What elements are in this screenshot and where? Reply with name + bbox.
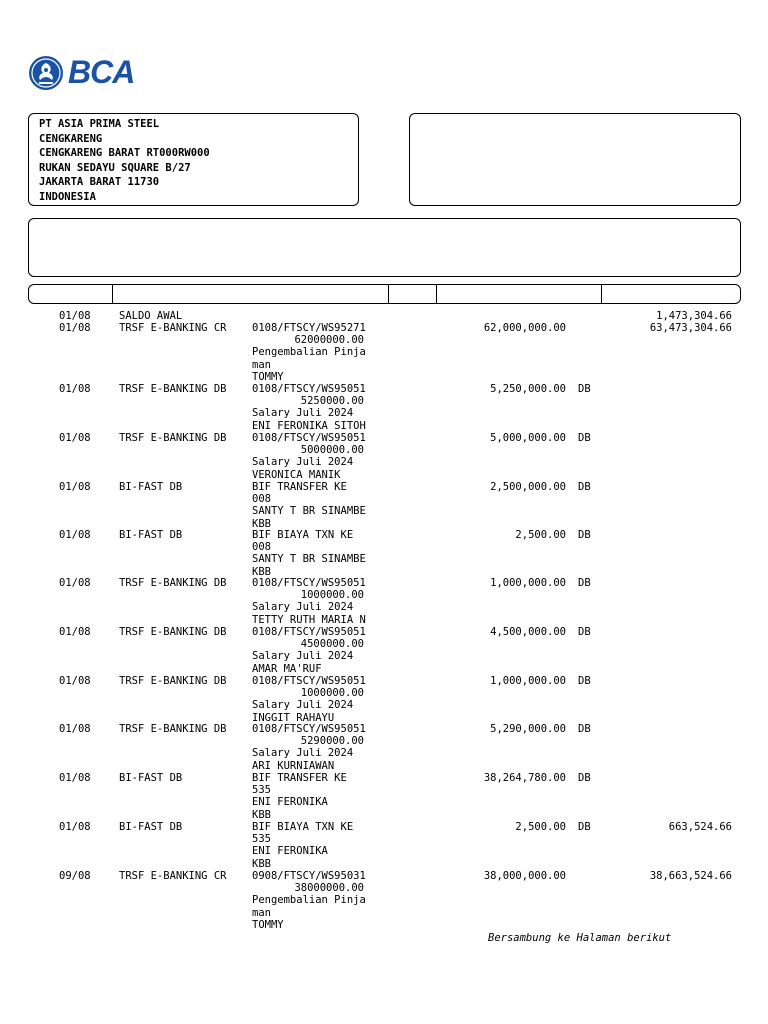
tx-mutation: 38,000,000.00 — [483, 870, 566, 882]
tx-date: 01/08 — [59, 322, 91, 334]
tx-details — [252, 675, 367, 724]
tx-date: 01/08 — [59, 529, 91, 541]
tx-detail-line: 0108/FTSCY/WS95051 — [252, 432, 366, 444]
tx-details — [252, 626, 367, 675]
tx-description: TRSF E-BANKING DB — [119, 383, 227, 395]
tx-detail-amount: 5250000.00 — [300, 395, 364, 408]
tx-mutation: 5,250,000.00 — [490, 383, 566, 395]
tx-balance: 38,663,524.66 — [649, 870, 732, 882]
tx-description: TRSF E-BANKING DB — [119, 577, 227, 589]
tx-detail-line: 0108/FTSCY/WS95051 — [252, 626, 366, 638]
tx-detail-line: VERONICA MANIK — [252, 468, 341, 481]
header-divider — [388, 285, 389, 303]
tx-detail-line: 535 — [252, 833, 271, 846]
tx-balance: 1,473,304.66 — [656, 310, 732, 322]
tx-description: TRSF E-BANKING DB — [119, 723, 227, 735]
tx-description: TRSF E-BANKING DB — [119, 432, 227, 444]
tx-balance: 63,473,304.66 — [649, 322, 732, 334]
tx-detail-line: Salary Juli 2024 — [252, 456, 354, 469]
tx-detail-line: Salary Juli 2024 — [252, 407, 354, 420]
tx-details — [252, 772, 367, 821]
tx-detail-line: ENI FERONIKA — [252, 845, 328, 858]
tx-detail-line: 535 — [252, 784, 271, 797]
tx-detail-amount: 1000000.00 — [300, 589, 364, 602]
tx-detail-line: man — [252, 906, 271, 919]
tx-date: 09/08 — [59, 870, 91, 882]
tx-detail-amount: 4500000.00 — [300, 638, 364, 651]
tx-detail-line: ENI FERONIKA — [252, 796, 328, 809]
tx-detail-line: 008 — [252, 541, 271, 554]
tx-detail-line: ENI FERONIKA SITOH — [252, 419, 366, 432]
tx-mutation: 62,000,000.00 — [483, 322, 566, 334]
tx-detail-amount: 1000000.00 — [300, 687, 364, 700]
tx-detail-line: SANTY T BR SINAMBE — [252, 553, 366, 566]
customer-address-box — [28, 113, 359, 206]
tx-detail-line: BIF BIAYA TXN KE — [252, 529, 354, 541]
tx-detail-line: INGGIT RAHAYU — [252, 711, 335, 724]
address-line: CENGKARENG — [39, 132, 103, 145]
tx-date: 01/08 — [59, 481, 91, 493]
tx-dc-flag: DB — [578, 577, 591, 589]
tx-date: 01/08 — [59, 675, 91, 687]
tx-description: BI-FAST DB — [119, 481, 183, 493]
bca-emblem-icon — [28, 55, 64, 91]
tx-detail-line: 0108/FTSCY/WS95051 — [252, 723, 366, 735]
address-line: CENGKARENG BARAT RT000RW000 — [39, 147, 210, 160]
tx-mutation: 4,500,000.00 — [490, 626, 566, 638]
tx-mutation: 5,000,000.00 — [490, 432, 566, 444]
tx-details — [252, 577, 367, 626]
header-divider — [601, 285, 602, 303]
tx-date: 01/08 — [59, 432, 91, 444]
tx-dc-flag: DB — [578, 675, 591, 687]
tx-dc-flag: DB — [578, 383, 591, 395]
address-line: INDONESIA — [39, 190, 96, 203]
tx-detail-line: BIF TRANSFER KE — [252, 481, 347, 493]
address-line: RUKAN SEDAYU SQUARE B/27 — [39, 161, 191, 174]
tx-detail-line: TOMMY — [252, 918, 284, 931]
tx-details — [252, 870, 367, 931]
tx-detail-amount: 38000000.00 — [294, 882, 364, 895]
tx-details — [252, 322, 367, 383]
tx-detail-line: AMAR MA'RUF — [252, 662, 322, 675]
tx-details — [252, 481, 367, 530]
header-divider — [436, 285, 437, 303]
tx-detail-line: man — [252, 358, 271, 371]
tx-description: BI-FAST DB — [119, 772, 183, 784]
tx-detail-line: KBB — [252, 517, 271, 530]
tx-dc-flag: DB — [578, 821, 591, 833]
tx-description: BI-FAST DB — [119, 529, 183, 541]
tx-date: 01/08 — [59, 577, 91, 589]
tx-detail-line: BIF TRANSFER KE — [252, 772, 347, 784]
tx-detail-line: ARI KURNIAWAN — [252, 759, 335, 772]
tx-detail-line: BIF BIAYA TXN KE — [252, 821, 354, 833]
tx-description: BI-FAST DB — [119, 821, 183, 833]
tx-detail-amount: 62000000.00 — [294, 334, 364, 347]
tx-detail-line: Pengembalian Pinja — [252, 346, 366, 359]
tx-mutation: 2,500.00 — [515, 821, 566, 833]
tx-details — [252, 723, 367, 772]
tx-dc-flag: DB — [578, 626, 591, 638]
tx-detail-line: 0108/FTSCY/WS95051 — [252, 577, 366, 589]
tx-dc-flag: DB — [578, 432, 591, 444]
tx-mutation: 2,500.00 — [515, 529, 566, 541]
tx-dc-flag: DB — [578, 772, 591, 784]
continued-note: Bersambung ke Halaman berikut — [488, 932, 672, 944]
tx-date: 01/08 — [59, 772, 91, 784]
tx-date: 01/08 — [59, 383, 91, 395]
table-header-bar — [28, 284, 741, 304]
tx-detail-line: 0108/FTSCY/WS95271 — [252, 322, 366, 334]
tx-details — [252, 383, 367, 432]
tx-details — [252, 432, 367, 481]
tx-date: 01/08 — [59, 310, 91, 322]
tx-detail-line: Salary Juli 2024 — [252, 650, 354, 663]
tx-detail-line: 0108/FTSCY/WS95051 — [252, 675, 366, 687]
bca-brand-text: BCA — [68, 54, 135, 90]
tx-dc-flag: DB — [578, 481, 591, 493]
tx-date: 01/08 — [59, 723, 91, 735]
tx-detail-line: KBB — [252, 565, 271, 578]
tx-details — [252, 821, 367, 870]
tx-detail-amount: 5290000.00 — [300, 735, 364, 748]
tx-mutation: 2,500,000.00 — [490, 481, 566, 493]
tx-balance: 663,524.66 — [668, 821, 732, 833]
statement-info-box — [28, 218, 741, 277]
header-divider — [112, 285, 113, 303]
tx-detail-line: 0908/FTSCY/WS95031 — [252, 870, 366, 882]
bca-logo — [28, 55, 148, 91]
tx-detail-line: Salary Juli 2024 — [252, 699, 354, 712]
tx-details — [252, 529, 367, 578]
tx-detail-line: KBB — [252, 857, 271, 870]
tx-detail-amount: 5000000.00 — [300, 444, 364, 457]
tx-dc-flag: DB — [578, 723, 591, 735]
tx-detail-line: TOMMY — [252, 370, 284, 383]
tx-mutation: 1,000,000.00 — [490, 675, 566, 687]
tx-detail-line: KBB — [252, 808, 271, 821]
address-line: JAKARTA BARAT 11730 — [39, 176, 160, 189]
address-line: PT ASIA PRIMA STEEL — [39, 118, 160, 130]
tx-description: SALDO AWAL — [119, 310, 183, 322]
tx-detail-line: Salary Juli 2024 — [252, 747, 354, 760]
tx-description: TRSF E-BANKING CR — [119, 870, 227, 882]
tx-description: TRSF E-BANKING CR — [119, 322, 227, 334]
tx-detail-line: Salary Juli 2024 — [252, 601, 354, 614]
tx-detail-line: 0108/FTSCY/WS95051 — [252, 383, 366, 395]
tx-mutation: 5,290,000.00 — [490, 723, 566, 735]
tx-date: 01/08 — [59, 821, 91, 833]
tx-detail-line: SANTY T BR SINAMBE — [252, 505, 366, 518]
account-info-box — [409, 113, 741, 206]
tx-description: TRSF E-BANKING DB — [119, 675, 227, 687]
tx-detail-line: TETTY RUTH MARIA N — [252, 613, 366, 626]
tx-detail-line: Pengembalian Pinja — [252, 894, 366, 907]
tx-mutation: 1,000,000.00 — [490, 577, 566, 589]
tx-dc-flag: DB — [578, 529, 591, 541]
tx-description: TRSF E-BANKING DB — [119, 626, 227, 638]
tx-date: 01/08 — [59, 626, 91, 638]
tx-detail-line: 008 — [252, 493, 271, 506]
tx-mutation: 38,264,780.00 — [483, 772, 566, 784]
